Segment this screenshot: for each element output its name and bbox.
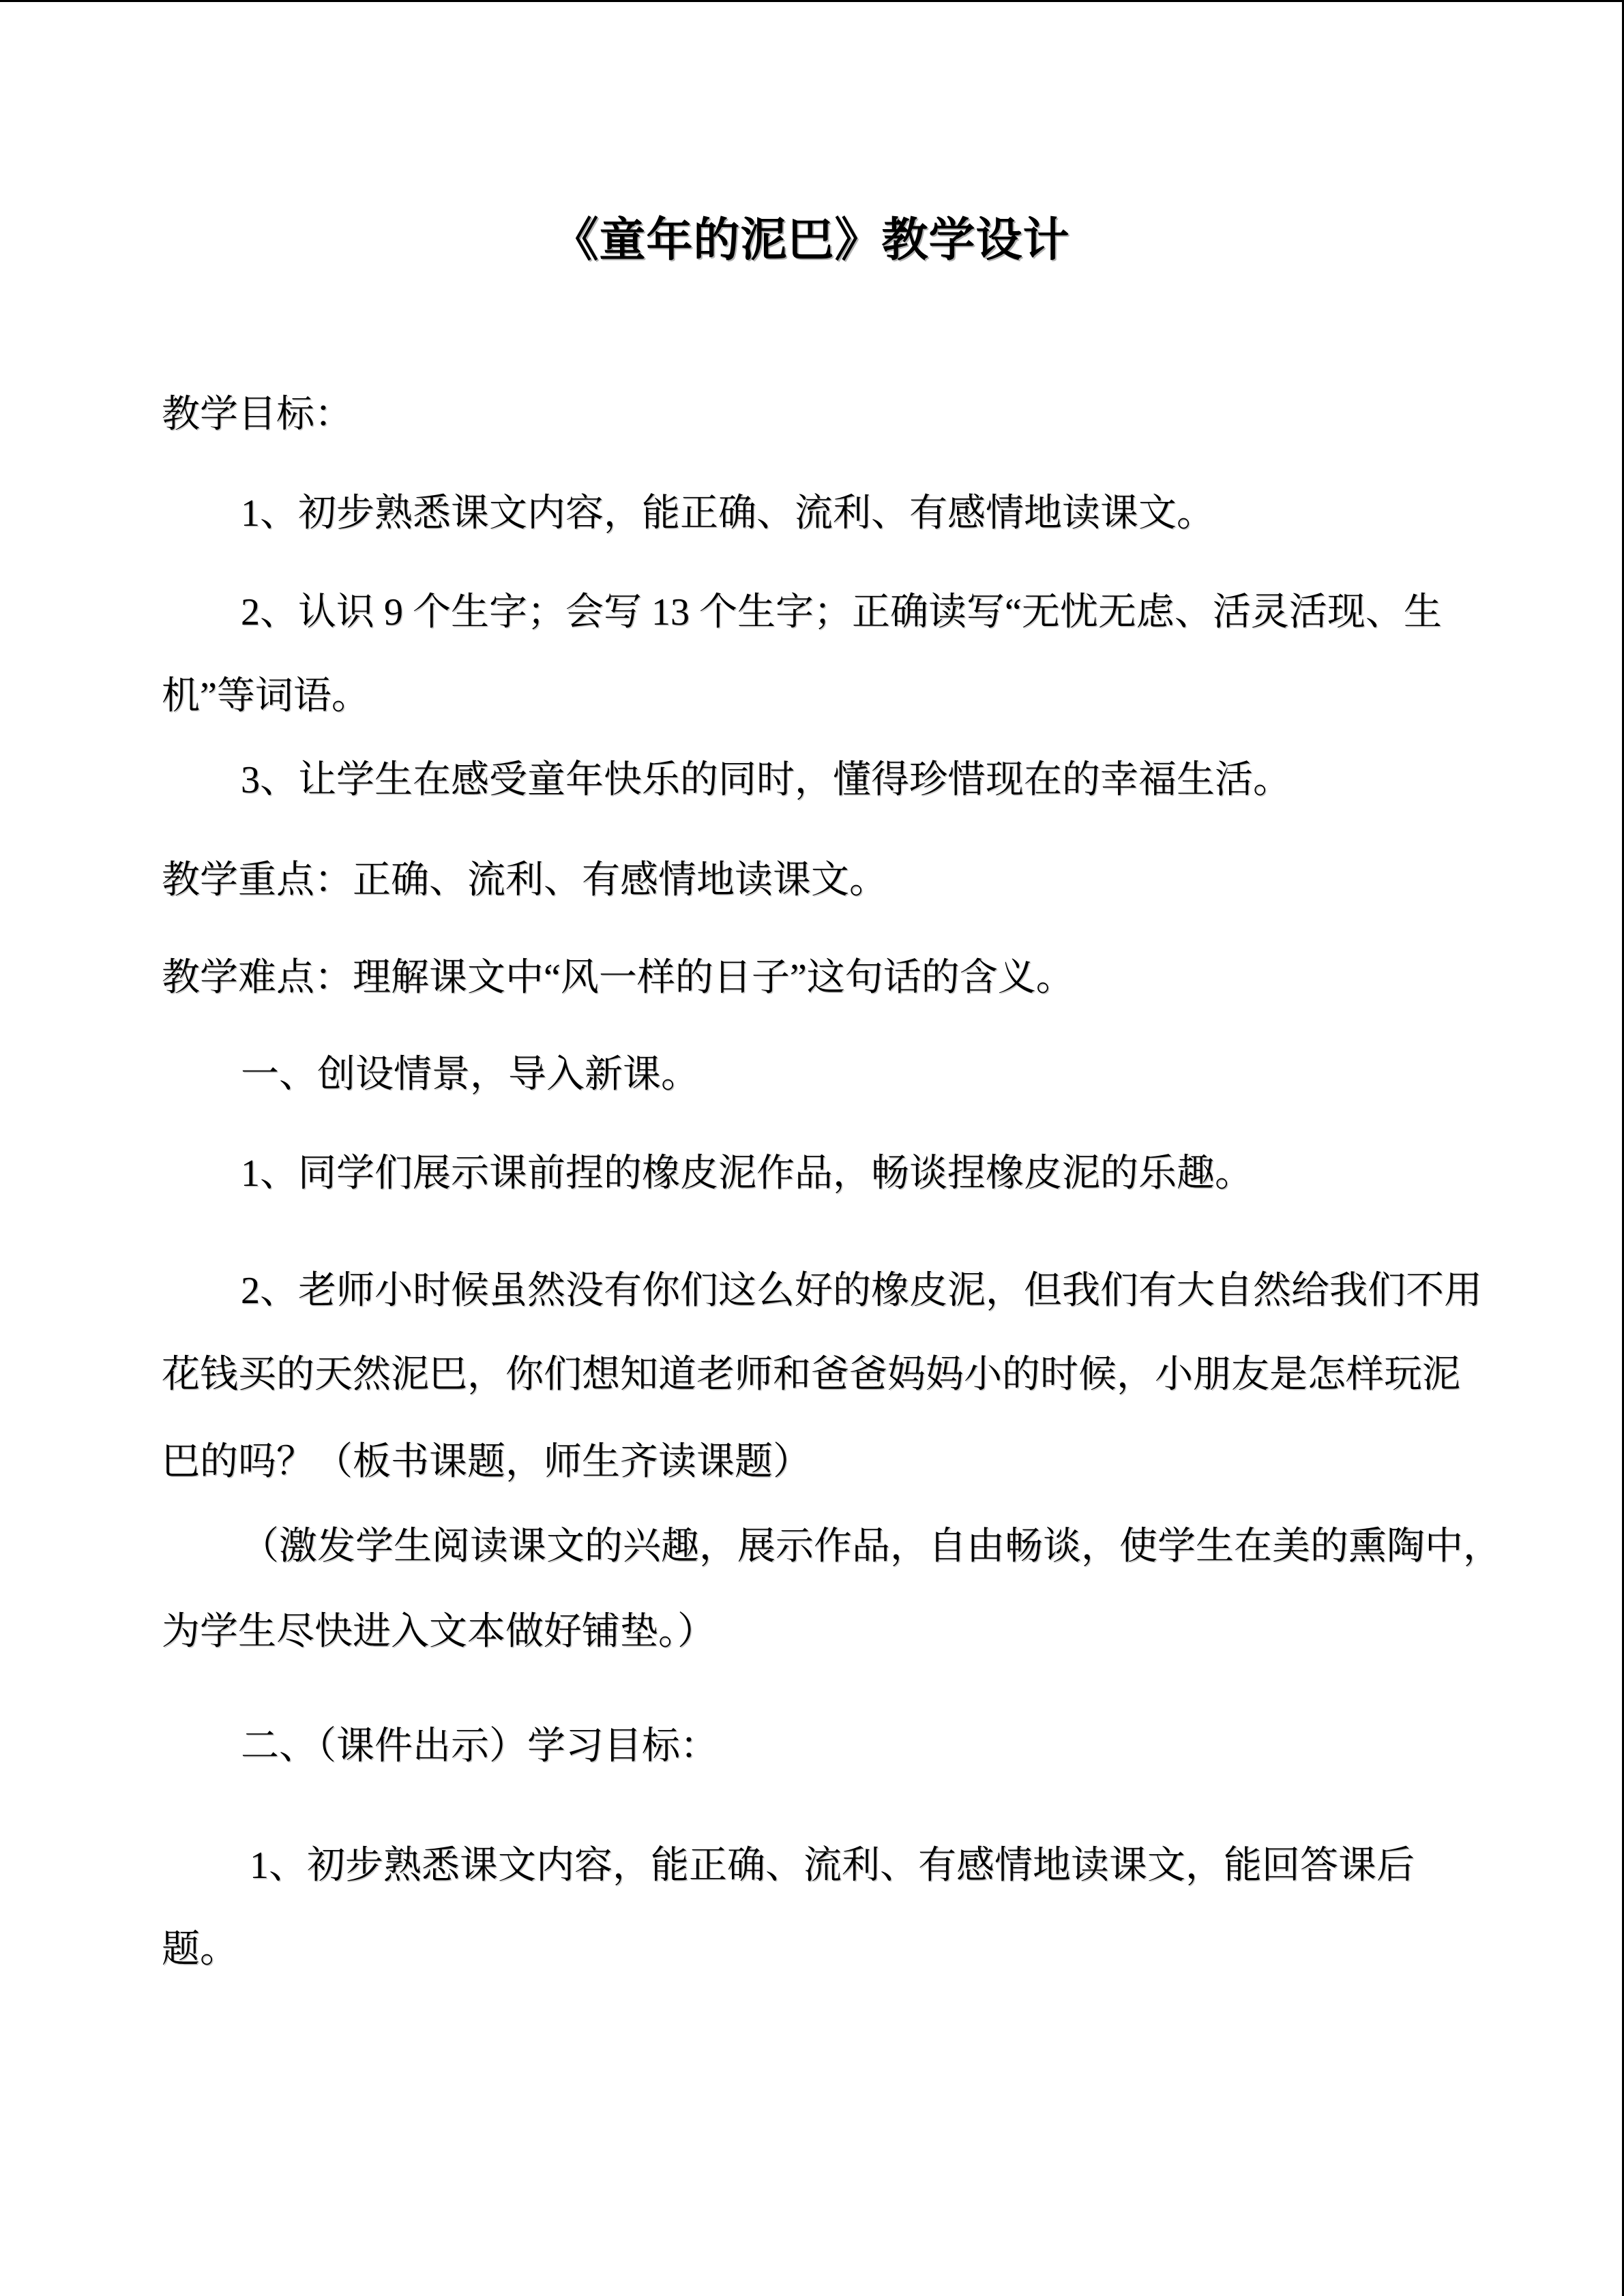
teaching-key-point: 教学重点：正确、流利、有感情地读课文。 xyxy=(162,859,887,901)
objective-item-2-line-2: 机”等词语。 xyxy=(162,675,370,717)
section-1-item-2-line-3: 巴的吗？（板书课题，师生齐读课题） xyxy=(162,1441,811,1483)
objective-item-1: 1、初步熟悉课文内容，能正确、流利、有感情地读课文。 xyxy=(241,492,1215,535)
section-1-item-2-line-1: 2、老师小时候虽然没有你们这么好的橡皮泥，但我们有大自然给我们不用 xyxy=(241,1270,1482,1312)
design-intent-note-line-1: （激发学生阅读课文的兴趣，展示作品，自由畅谈，使学生在美的熏陶中， xyxy=(241,1525,1501,1568)
teaching-objectives-heading: 教学目标： xyxy=(162,393,353,436)
section-2-heading: 二、（课件出示）学习目标： xyxy=(241,1725,718,1768)
design-intent-note-line-2: 为学生尽快进入文本做好铺垫。） xyxy=(162,1611,715,1653)
section-1-heading: 一、创设情景，导入新课。 xyxy=(241,1054,699,1096)
learning-goal-item-1-line-2: 题。 xyxy=(162,1928,238,1971)
objective-item-3: 3、让学生在感受童年快乐的同时，懂得珍惜现在的幸福生活。 xyxy=(241,759,1291,801)
section-1-item-2-line-2: 花钱买的天然泥巴，你们想知道老师和爸爸妈妈小的时候，小朋友是怎样玩泥 xyxy=(162,1354,1460,1396)
objective-item-2-line-1: 2、认识 9 个生字；会写 13 个生字；正确读写“无忧无虑、活灵活现、生 xyxy=(241,591,1442,633)
page-title: 《童年的泥巴》教学设计 xyxy=(552,214,1070,266)
learning-goal-item-1-line-1: 1、初步熟悉课文内容，能正确、流利、有感情地读课文，能回答课后 xyxy=(250,1845,1415,1887)
section-1-item-1: 1、同学们展示课前捏的橡皮泥作品，畅谈捏橡皮泥的乐趣。 xyxy=(241,1152,1253,1195)
teaching-difficult-point: 教学难点：理解课文中“风一样的日子”这句话的含义。 xyxy=(162,957,1074,999)
